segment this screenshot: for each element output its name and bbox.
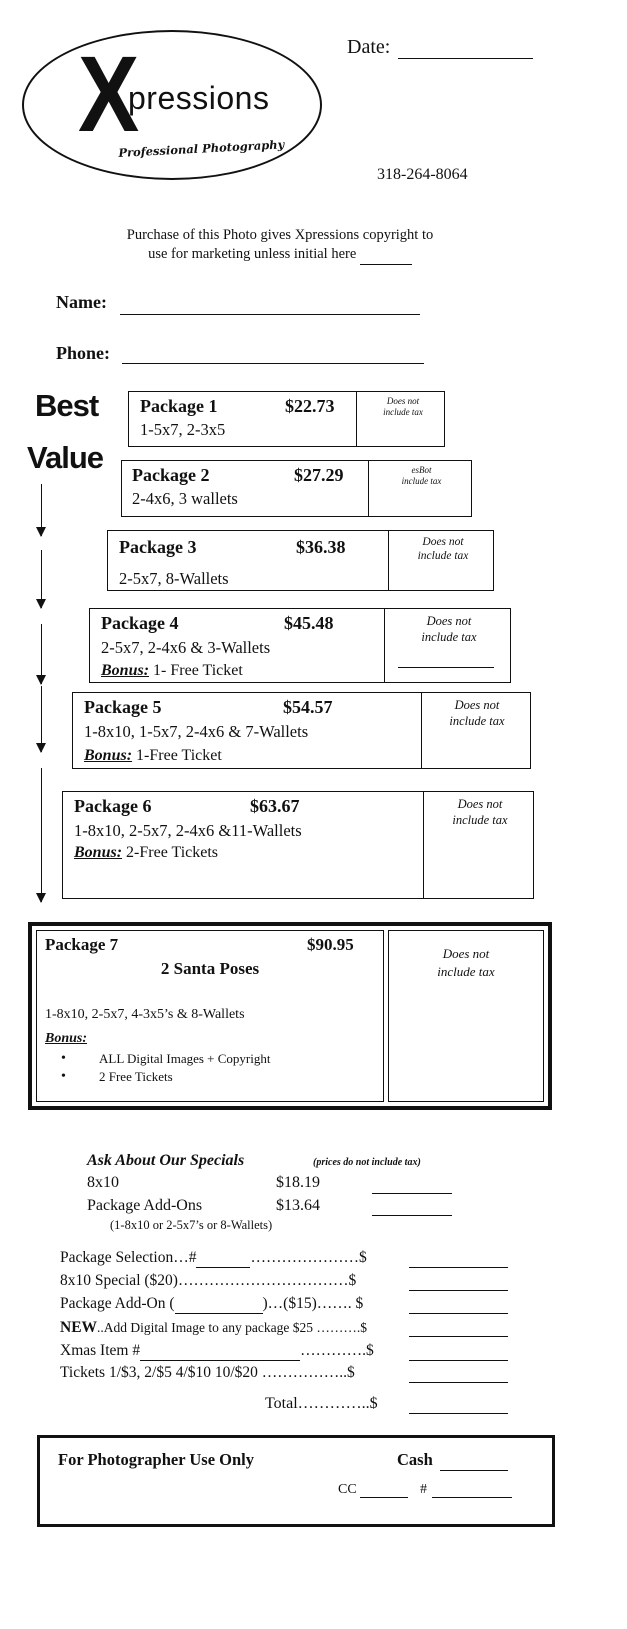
package-5-box[interactable] [72, 692, 531, 769]
photographer-box [37, 1435, 555, 1527]
package-7-details [36, 930, 384, 1102]
total-label: Total…………..$ [265, 1395, 378, 1412]
package-bonus: Bonus: 1- Free Ticket [101, 662, 243, 679]
cc-label: CC [338, 1482, 357, 1497]
package-1-box[interactable] [128, 391, 445, 447]
logo-tagline: Professional Photography [118, 137, 285, 160]
arrow-down-icon [41, 484, 42, 536]
initial-field[interactable] [360, 245, 412, 265]
package-title: Package 6 [74, 796, 152, 816]
bonus-item: • ALL Digital Images + Copyright [61, 1050, 271, 1068]
package-3-box[interactable] [107, 530, 494, 591]
phone-label: Phone: [56, 343, 110, 363]
package-price: $54.57 [283, 697, 333, 717]
package-title: Package 7 [45, 935, 119, 954]
arrow-down-icon [41, 624, 42, 684]
package-contents: 1-8x10, 1-5x7, 2-4x6 & 7-Wallets [84, 722, 309, 741]
tax-note: esBot include tax [401, 465, 442, 486]
package-price: $22.73 [285, 396, 335, 416]
special-addons-detail: (1-8x10 or 2-5x7’s or 8-Wallets) [110, 1218, 273, 1232]
tax-note: Does not include tax [452, 797, 508, 827]
tickets-amount[interactable] [409, 1382, 508, 1383]
package-selection-amount[interactable] [409, 1267, 508, 1268]
name-field[interactable] [120, 314, 420, 315]
best-value-line-1: Best [35, 388, 99, 423]
specials-heading: Ask About Our Specials [87, 1152, 245, 1169]
studio-phone: 318-264-8064 [377, 166, 468, 183]
hash-label: # [420, 1482, 427, 1497]
tax-note: Does not include tax [383, 396, 423, 417]
bonus-item: • 2 Free Tickets [61, 1068, 271, 1086]
phone-field[interactable] [122, 363, 424, 364]
package-6-box[interactable] [62, 791, 534, 899]
package-price: $36.38 [296, 537, 346, 557]
special-addons-price: $13.64 [276, 1197, 320, 1214]
addon-choice-field[interactable] [175, 1295, 263, 1314]
package-2-box[interactable] [121, 460, 472, 517]
tax-note-box [388, 930, 544, 1102]
package-title: Package 4 [101, 613, 179, 633]
package-bonus: Bonus: 2-Free Tickets [74, 844, 219, 861]
best-value-line-2: Value [27, 440, 103, 475]
package-price: $45.48 [284, 613, 334, 633]
package-contents: 1-8x10, 2-5x7, 4-3x5’s & 8-Wallets [45, 1007, 245, 1022]
package-subtitle: 2 Santa Poses [160, 959, 260, 978]
tax-note: Does not include tax [437, 946, 495, 979]
package-price: $90.95 [307, 935, 354, 954]
package-contents: 2-5x7, 2-4x6 & 3-Wallets [101, 638, 271, 657]
cash-label: Cash [397, 1450, 433, 1469]
special-8x10-label: 8x10 [87, 1174, 119, 1191]
package-title: Package 1 [140, 396, 218, 416]
photographer-heading: For Photographer Use Only [58, 1450, 255, 1469]
logo-letter: X [78, 33, 140, 154]
date-label: Date: [347, 36, 391, 58]
date-field[interactable] [398, 58, 533, 59]
logo-word: pressions [128, 80, 270, 116]
arrow-down-icon [41, 550, 42, 608]
special-amount[interactable] [409, 1290, 508, 1291]
arrow-down-icon [41, 768, 42, 902]
tax-line[interactable] [398, 667, 494, 668]
order-package-addon: Package Add-On ( )…($15)……. $ [60, 1295, 364, 1312]
bonus-list [61, 1050, 271, 1086]
special-addons-label: Package Add-Ons [87, 1197, 203, 1214]
copyright-line-2: use for marketing unless initial here [148, 246, 357, 262]
package-number-field[interactable] [196, 1249, 250, 1268]
package-contents: 2-5x7, 8-Wallets [119, 569, 229, 588]
package-contents: 2-4x6, 3 wallets [132, 489, 238, 508]
name-label: Name: [56, 292, 107, 312]
package-price: $27.29 [294, 465, 344, 485]
cc-number-field[interactable] [432, 1497, 512, 1498]
package-title: Package 2 [132, 465, 210, 485]
package-title: Package 3 [119, 537, 197, 557]
cash-field[interactable] [440, 1470, 508, 1471]
package-price: $63.67 [250, 796, 300, 816]
xmas-item-amount[interactable] [409, 1360, 508, 1361]
total-amount[interactable] [409, 1413, 508, 1414]
order-package-selection: Package Selection…# …………………$ [60, 1249, 367, 1266]
order-xmas-item: Xmas Item # ………….$ [60, 1342, 374, 1359]
specials-note: (prices do not include tax) [313, 1157, 421, 1168]
special-8x10-price: $18.19 [276, 1174, 320, 1191]
tax-note: Does not include tax [421, 614, 477, 644]
xmas-item-field[interactable] [140, 1342, 300, 1361]
cc-field[interactable] [360, 1497, 408, 1498]
package-contents: 1-8x10, 2-5x7, 2-4x6 &11-Wallets [74, 821, 302, 840]
package-bonus-label: Bonus: [45, 1031, 88, 1046]
addon-amount[interactable] [409, 1313, 508, 1314]
order-tickets: Tickets 1/$3, 2/$5 4/$10 10/$20 ……………..$ [60, 1364, 355, 1381]
package-title: Package 5 [84, 697, 162, 717]
arrow-down-icon [41, 686, 42, 752]
order-digital-image: NEW..Add Digital Image to any package $25 ……….$ [60, 1319, 367, 1336]
copyright-notice [80, 226, 480, 265]
digital-image-amount[interactable] [409, 1336, 508, 1337]
package-contents: 1-5x7, 2-3x5 [140, 420, 226, 439]
package-4-box[interactable] [89, 608, 511, 683]
package-bonus: Bonus: 1-Free Ticket [84, 747, 222, 764]
special-8x10-field[interactable] [372, 1193, 452, 1194]
package-7-box[interactable] [28, 922, 552, 1110]
copyright-line-1: Purchase of this Photo gives Xpressions copyright to [126, 227, 434, 243]
tax-note: Does not include tax [449, 698, 505, 728]
special-addons-field[interactable] [372, 1215, 452, 1216]
tax-note: Does not include tax [417, 536, 469, 562]
order-8x10-special: 8x10 Special ($20)……………………………$ [60, 1272, 357, 1289]
